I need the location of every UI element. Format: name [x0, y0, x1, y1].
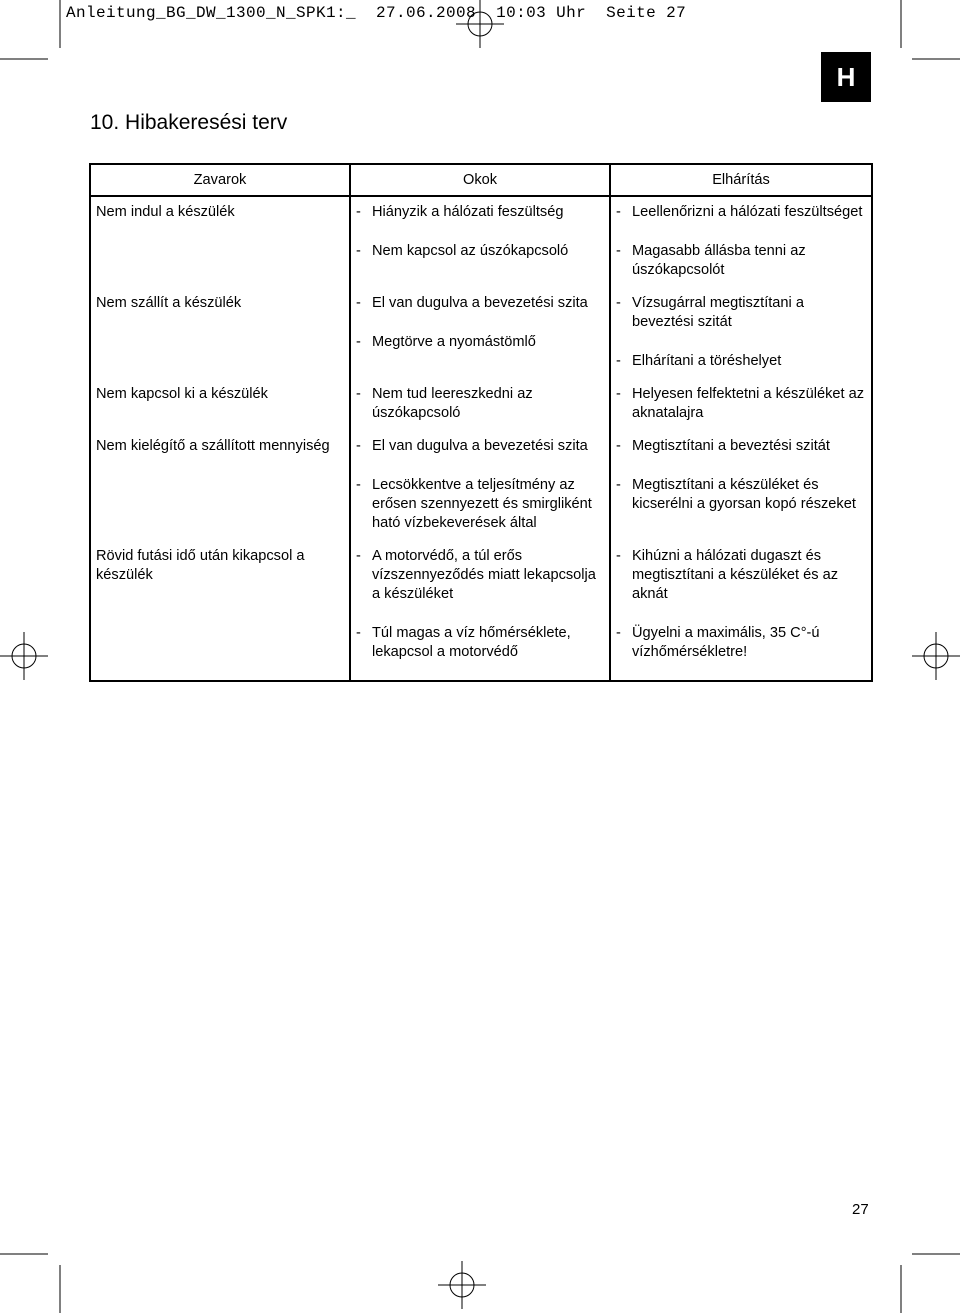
cause-item	[356, 437, 604, 456]
remedy-cell	[610, 437, 872, 547]
remedy-text: Leellenőrizni a hálózati feszültséget	[632, 204, 863, 220]
bullet-dash: -	[616, 625, 621, 641]
remedy-text: Megtisztítani a készüléket és kicserélni a gyorsan kopó részeket	[632, 477, 856, 512]
cause-text: Nem kapcsol az úszókapcsoló	[372, 243, 569, 259]
remedy-item	[616, 476, 866, 514]
cause-cell	[350, 437, 610, 547]
remedy-cell	[610, 547, 872, 681]
remedy-item	[616, 203, 866, 222]
cause-cell	[350, 196, 610, 294]
cause-text: A motorvédő, a túl erős vízszennyeződés miatt lekapcsolja a készüléket	[372, 548, 596, 602]
table-row	[90, 437, 872, 547]
cause-text: El van dugulva a bevezetési szita	[372, 438, 588, 454]
bullet-dash: -	[616, 204, 621, 220]
fault-cell	[90, 294, 350, 385]
cause-item	[356, 294, 604, 313]
remedy-item	[616, 352, 866, 371]
column-header-faults: Zavarok	[90, 164, 350, 196]
cause-text: Hiányzik a hálózati feszültség	[372, 204, 564, 220]
remedy-text: Ügyelni a maximális, 35 C°-ú vízhőmérsékletre!	[632, 625, 820, 660]
bullet-dash: -	[616, 353, 621, 369]
remedy-item	[616, 385, 866, 423]
fault-cell	[90, 547, 350, 681]
remedy-text: Vízsugárral megtisztítani a beveztési szitát	[632, 295, 804, 330]
cause-item	[356, 547, 604, 604]
page-number: 27	[852, 1201, 869, 1218]
troubleshooting-table	[89, 163, 873, 682]
remedy-text: Megtisztítani a beveztési szitát	[632, 438, 830, 454]
bullet-dash: -	[356, 295, 361, 311]
cause-cell	[350, 547, 610, 681]
column-header-causes: Okok	[350, 164, 610, 196]
fault-cell	[90, 196, 350, 294]
bullet-dash: -	[616, 295, 621, 311]
fault-text: Nem kielégítő a szállított mennyiség	[96, 438, 330, 454]
cause-cell	[350, 294, 610, 385]
cause-text: Nem tud leereszkedni az úszókapcsoló	[372, 386, 533, 421]
remedy-item	[616, 624, 866, 662]
print-slug: Anleitung_BG_DW_1300_N_SPK1:_ 27.06.2008 10:03 Uhr Seite 27	[66, 4, 687, 22]
remedy-cell	[610, 196, 872, 294]
table-body	[90, 196, 872, 681]
remedy-text: Elhárítani a töréshelyet	[632, 353, 782, 369]
column-header-remedies: Elhárítás	[610, 164, 872, 196]
bullet-dash: -	[356, 243, 361, 259]
bullet-dash: -	[356, 625, 361, 641]
remedy-text: Helyesen felfektetni a készüléket az aknatalajra	[632, 386, 865, 421]
remedy-text: Magasabb állásba tenni az úszókapcsolót	[632, 243, 806, 278]
bullet-dash: -	[356, 438, 361, 454]
fault-cell	[90, 385, 350, 437]
bullet-dash: -	[616, 477, 621, 493]
cause-item	[356, 203, 604, 222]
cause-text: El van dugulva a bevezetési szita	[372, 295, 588, 311]
bullet-dash: -	[616, 548, 621, 564]
remedy-item	[616, 242, 866, 280]
cause-cell	[350, 385, 610, 437]
fault-cell	[90, 437, 350, 547]
registration-mark-right	[912, 632, 960, 680]
bullet-dash: -	[356, 548, 361, 564]
cause-item	[356, 385, 604, 423]
cause-item	[356, 242, 604, 261]
remedy-cell	[610, 294, 872, 385]
registration-mark-left	[0, 632, 48, 680]
remedy-item	[616, 437, 866, 456]
fault-text: Nem kapcsol ki a készülék	[96, 386, 268, 402]
cause-text: Megtörve a nyomástömlő	[372, 334, 536, 350]
cause-text: Lecsökkentve a teljesítmény az erősen szennyezett és smirgliként ható vízbekeverések által	[372, 477, 592, 531]
bullet-dash: -	[356, 386, 361, 402]
bullet-dash: -	[616, 243, 621, 259]
cause-item	[356, 476, 604, 533]
section-title: 10. Hibakeresési terv	[90, 111, 288, 134]
bullet-dash: -	[616, 438, 621, 454]
bullet-dash: -	[356, 477, 361, 493]
registration-mark-bottom	[438, 1261, 486, 1309]
remedy-item	[616, 294, 866, 332]
fault-text: Nem szállít a készülék	[96, 295, 242, 311]
cause-text: Túl magas a víz hőmérséklete, lekapcsol a motorvédő	[372, 625, 571, 660]
table-row	[90, 196, 872, 294]
remedy-text: Kihúzni a hálózati dugaszt és megtisztítani a készüléket és az aknát	[632, 548, 839, 602]
bullet-dash: -	[356, 204, 361, 220]
cause-item	[356, 624, 604, 662]
bullet-dash: -	[616, 386, 621, 402]
fault-text: Rövid futási idő után kikapcsol a készülék	[96, 548, 305, 583]
table-header-row	[90, 164, 872, 196]
bullet-dash: -	[356, 334, 361, 350]
table-row	[90, 385, 872, 437]
remedy-cell	[610, 385, 872, 437]
table-row	[90, 547, 872, 681]
fault-text: Nem indul a készülék	[96, 204, 235, 220]
remedy-item	[616, 547, 866, 604]
language-badge: H	[821, 52, 871, 102]
table-row	[90, 294, 872, 385]
cause-item	[356, 333, 604, 352]
